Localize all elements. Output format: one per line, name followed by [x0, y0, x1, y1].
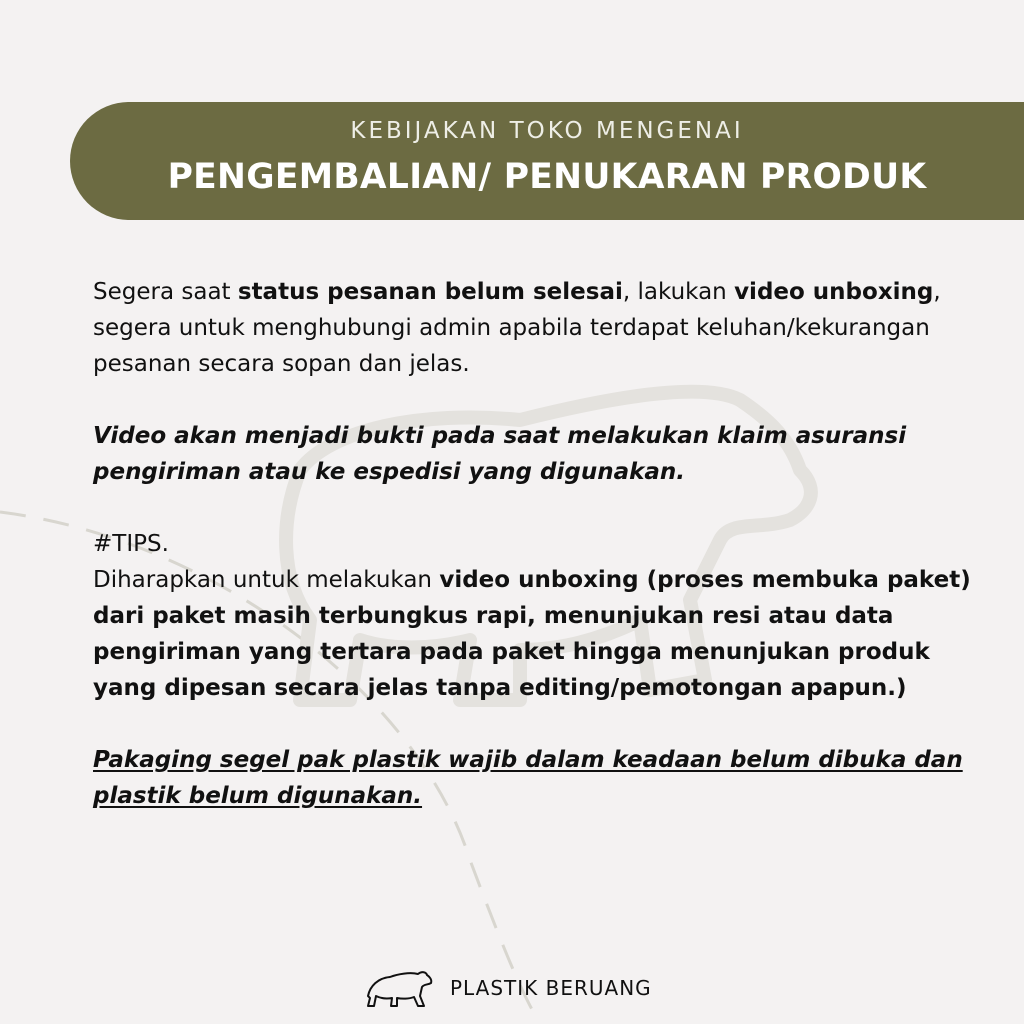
paragraph-packaging: Pakaging segel pak plastik wajib dalam keadaan belum dibuka dan plastik belum digunakan.: [93, 747, 963, 809]
brand-name: PLASTIK BERUANG: [450, 976, 652, 1000]
banner-title: PENGEMBALIAN/ PENUKARAN PRODUK: [167, 157, 927, 197]
bold-segment: status pesanan belum selesai: [237, 279, 623, 305]
paragraph-tips: [93, 562, 973, 706]
text-segment: Diharapkan untuk melakukan: [93, 567, 440, 593]
text-segment: Segera saat: [93, 279, 238, 305]
text-segment: , segera untuk menghubungi admin apabila terdapat keluhan/kekurangan pesanan secara sopan dan jelas.: [93, 279, 941, 377]
paragraph-evidence: Video akan menjadi bukti pada saat melakukan klaim asuransi pengiriman atau ke espedisi yang digunakan.: [93, 423, 907, 485]
footer: [0, 962, 1024, 1014]
bold-segment: video unboxing (proses membuka paket) dari paket masih terbungkus rapi, menunjukan resi atau data pengiriman yang tertara pada paket hingga menunjukan produk yang dipesan secara jelas tanpa editing/pemotongan apapun.): [93, 567, 971, 701]
bold-segment: video unboxing: [734, 279, 934, 305]
policy-content: [93, 274, 973, 814]
tips-heading: #TIPS.: [93, 531, 169, 557]
bear-icon: [364, 966, 434, 1010]
banner-subtitle: KEBIJAKAN TOKO MENGENAI: [350, 118, 744, 144]
text-segment: , lakukan: [622, 279, 735, 305]
paragraph-unboxing: [93, 274, 973, 382]
header-banner: [70, 102, 1024, 220]
